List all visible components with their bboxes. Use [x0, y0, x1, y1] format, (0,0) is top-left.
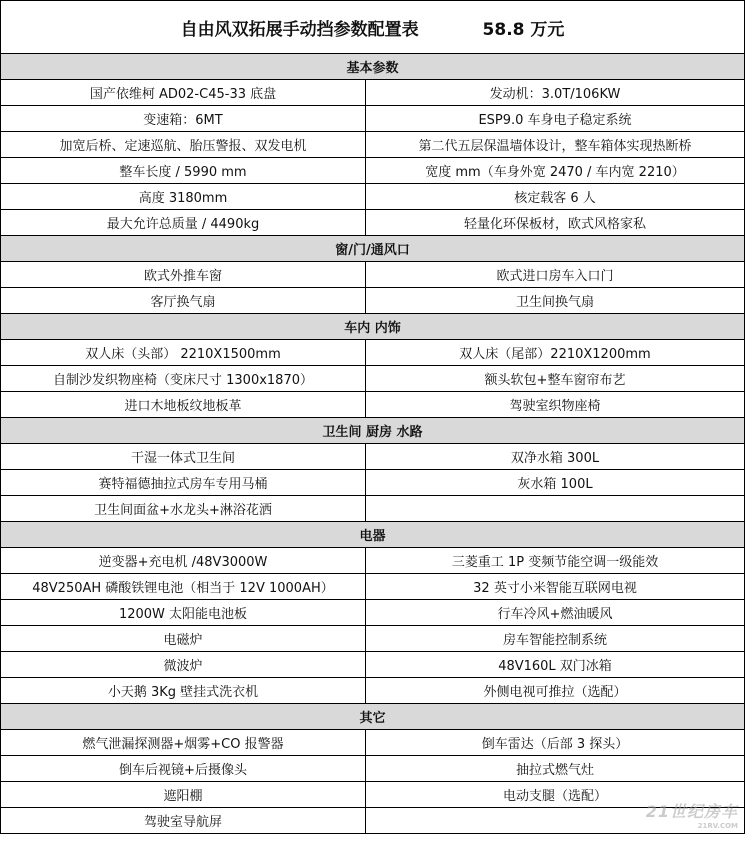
spec-cell-left: 卫生间面盆+水龙头+淋浴花洒	[1, 496, 366, 522]
table-row	[1, 80, 745, 106]
spec-cell-right: 发动机：3.0T/106KW	[366, 80, 745, 106]
table-row	[1, 392, 745, 418]
spec-cell-right: 32 英寸小米智能互联网电视	[366, 574, 745, 600]
table-row	[1, 366, 745, 392]
spec-cell-right: 电动支腿（选配）	[366, 782, 745, 808]
table-row	[1, 600, 745, 626]
spec-cell-right: 行车冷风+燃油暖风	[366, 600, 745, 626]
table-row	[1, 444, 745, 470]
sheet-title: 自由风双拓展手动挡参数配置表	[180, 19, 419, 40]
spec-cell-left: 变速箱：6MT	[1, 106, 366, 132]
watermark-text: 21世纪房车	[645, 802, 738, 821]
spec-cell-left: 客厅换气扇	[1, 288, 366, 314]
spec-cell-right: 欧式进口房车入口门	[366, 262, 745, 288]
table-row	[1, 288, 745, 314]
section-header-row	[1, 704, 745, 730]
spec-cell-right: 驾驶室织物座椅	[366, 392, 745, 418]
spec-cell-left: 燃气泄漏探测器+烟雾+CO 报警器	[1, 730, 366, 756]
spec-cell-right: 外侧电视可推拉（选配）	[366, 678, 745, 704]
spec-cell-left: 进口木地板纹地板革	[1, 392, 366, 418]
section-heading: 卫生间 厨房 水路	[1, 418, 745, 444]
spec-cell-left: 双人床（头部） 2210X1500mm	[1, 340, 366, 366]
spec-cell-left: 自制沙发织物座椅（变床尺寸 1300x1870）	[1, 366, 366, 392]
section-header-row	[1, 236, 745, 262]
section-heading: 电器	[1, 522, 745, 548]
spec-cell-right: 宽度 mm（车身外宽 2470 / 车内宽 2210）	[366, 158, 745, 184]
spec-cell-left: 整车长度 / 5990 mm	[1, 158, 366, 184]
spec-cell-left: 驾驶室导航屏	[1, 808, 366, 834]
section-heading: 其它	[1, 704, 745, 730]
spec-cell-left: 48V250AH 磷酸铁锂电池（相当于 12V 1000AH）	[1, 574, 366, 600]
spec-cell-right: 第二代五层保温墙体设计，整车箱体实现热断桥	[366, 132, 745, 158]
table-row	[1, 548, 745, 574]
spec-cell-left: 干湿一体式卫生间	[1, 444, 366, 470]
section-header-row	[1, 54, 745, 80]
table-row	[1, 808, 745, 834]
spec-cell-right	[366, 496, 745, 522]
table-row	[1, 470, 745, 496]
spec-cell-left: 赛特福德抽拉式房车专用马桶	[1, 470, 366, 496]
spec-cell-left: 遮阳棚	[1, 782, 366, 808]
table-row	[1, 574, 745, 600]
section-header-row	[1, 418, 745, 444]
spec-cell-right: 额头软包+整车窗帘布艺	[366, 366, 745, 392]
table-row	[1, 626, 745, 652]
spec-cell-right: 灰水箱 100L	[366, 470, 745, 496]
section-heading: 窗/门/通风口	[1, 236, 745, 262]
config-table-body	[1, 1, 745, 834]
price-label: 58.8 万元	[482, 19, 565, 40]
spec-cell-left: 逆变器+充电机 /48V3000W	[1, 548, 366, 574]
section-heading: 基本参数	[1, 54, 745, 80]
spec-cell-right: 轻量化环保板材，欧式风格家私	[366, 210, 745, 236]
spec-cell-right: 三菱重工 1P 变频节能空调一级能效	[366, 548, 745, 574]
section-heading: 车内 内饰	[1, 314, 745, 340]
spec-cell-right: 双净水箱 300L	[366, 444, 745, 470]
table-row	[1, 132, 745, 158]
table-row	[1, 262, 745, 288]
table-row	[1, 652, 745, 678]
spec-cell-left: 1200W 太阳能电池板	[1, 600, 366, 626]
spec-cell-left: 高度 3180mm	[1, 184, 366, 210]
table-row	[1, 158, 745, 184]
spec-cell-left: 国产依维柯 AD02-C45-33 底盘	[1, 80, 366, 106]
table-row	[1, 210, 745, 236]
table-row	[1, 184, 745, 210]
spec-cell-left: 电磁炉	[1, 626, 366, 652]
spec-cell-right: ESP9.0 车身电子稳定系统	[366, 106, 745, 132]
title-cell	[1, 1, 745, 54]
table-row	[1, 340, 745, 366]
site-watermark	[646, 799, 738, 830]
spec-cell-left: 倒车后视镜+后摄像头	[1, 756, 366, 782]
spec-cell-left: 加宽后桥、定速巡航、胎压警报、双发电机	[1, 132, 366, 158]
table-row	[1, 782, 745, 808]
spec-cell-right: 倒车雷达（后部 3 探头）	[366, 730, 745, 756]
spec-cell-left: 欧式外推车窗	[1, 262, 366, 288]
table-row	[1, 678, 745, 704]
section-header-row	[1, 314, 745, 340]
spec-cell-right: 双人床（尾部）2210X1200mm	[366, 340, 745, 366]
title-row	[1, 1, 745, 54]
spec-cell-right: 48V160L 双门冰箱	[366, 652, 745, 678]
table-row	[1, 496, 745, 522]
spec-cell-right: 核定载客 6 人	[366, 184, 745, 210]
spec-cell-right: 抽拉式燃气灶	[366, 756, 745, 782]
table-row	[1, 106, 745, 132]
section-header-row	[1, 522, 745, 548]
table-row	[1, 730, 745, 756]
spec-cell-left: 微波炉	[1, 652, 366, 678]
table-row	[1, 756, 745, 782]
spec-cell-right: 卫生间换气扇	[366, 288, 745, 314]
spec-cell-left: 小天鹅 3Kg 壁挂式洗衣机	[1, 678, 366, 704]
spec-cell-right: 房车智能控制系统	[366, 626, 745, 652]
spec-cell-left: 最大允许总质量 / 4490kg	[1, 210, 366, 236]
watermark-sub: 21RV.COM	[697, 822, 738, 830]
